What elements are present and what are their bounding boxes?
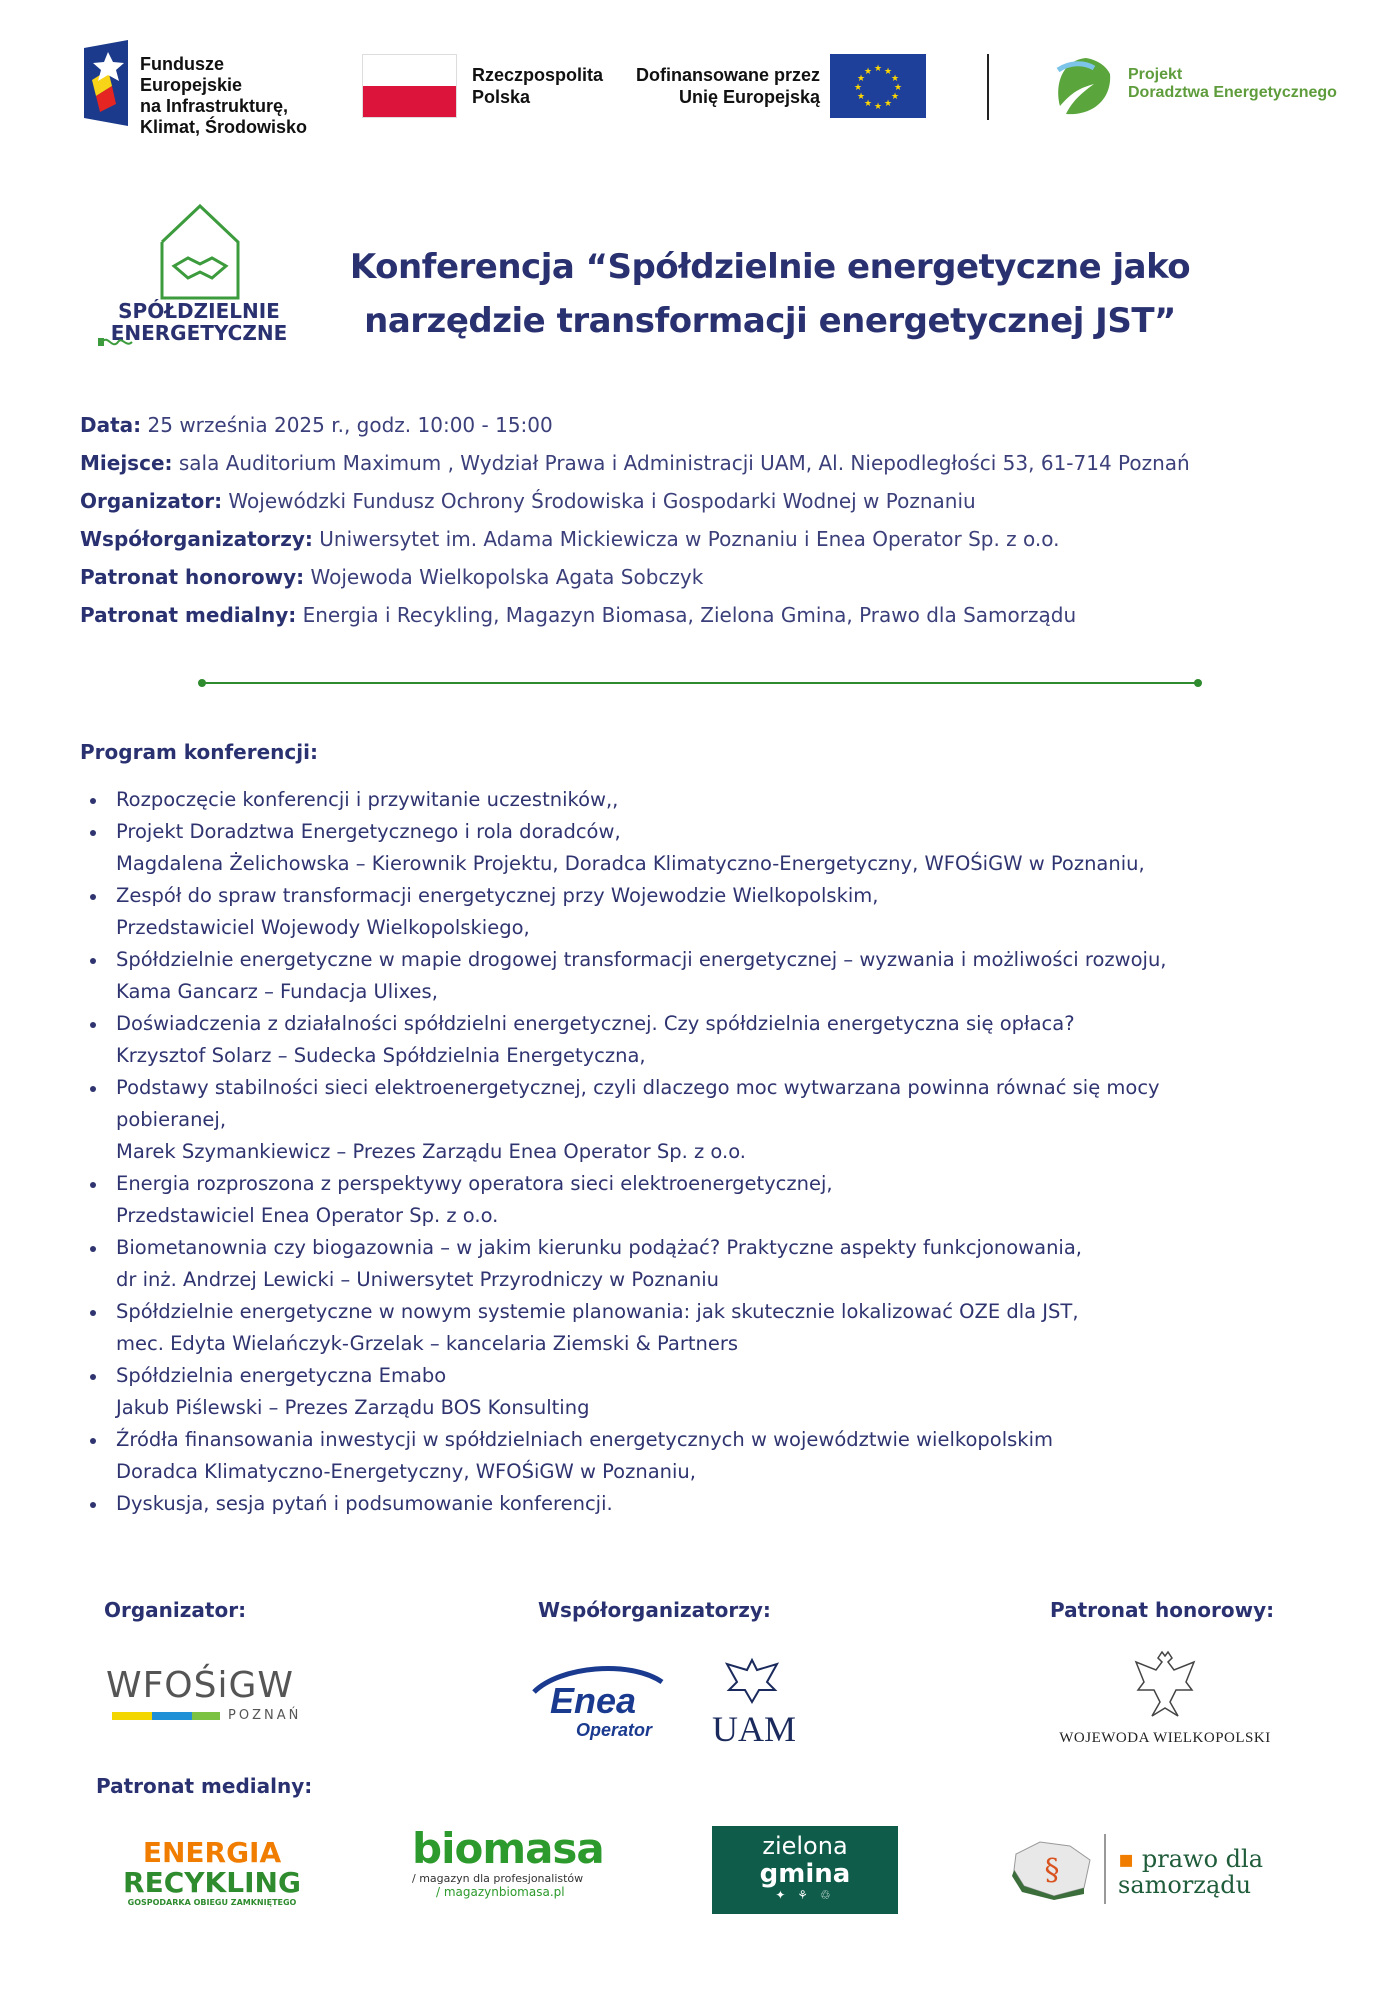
organizer-label: Organizator: [104,1598,247,1622]
divider-dot [198,679,206,687]
item-title: Podstawy stabilności sieci elektroenergetycznej, czyli dlaczego moc wytwarzana powinna równać się mocy [116,1076,1160,1099]
list-item [80,880,1340,944]
item-speaker: Kama Gancarz – Fundacja Ulixes, [116,980,438,1003]
svg-text:★: ★ [893,83,903,93]
item-title: Biometanownia czy biogazownia – w jakim kierunku podążać? Praktyczne aspekty funkcjonowania, [116,1236,1083,1259]
media-label: Patronat medialny: [96,1774,313,1798]
info-value: Uniwersytet im. Adama Mickiewicza w Poznaniu i Enea Operator Sp. z o.o. [312,527,1060,551]
info-place [80,444,1190,482]
divider-dot [1194,679,1202,687]
item-title: Spółdzielnie energetyczne w mapie drogowej transformacji energetycznej – wyzwania i możliwości rozwoju, [116,948,1167,971]
item-speaker: dr inż. Andrzej Lewicki – Uniwersytet Przyrodniczy w Poznaniu [116,1268,720,1291]
info-block [80,406,1190,634]
program-heading: Program konferencji: [80,740,318,764]
enea-text: Enea [550,1680,637,1721]
item-speaker: Marek Szymankiewicz – Prezes Zarządu Enea Operator Sp. z o.o. [116,1140,746,1163]
info-value: 25 września 2025 r., godz. 10:00 - 15:00 [141,413,553,437]
info-coorganizers [80,520,1190,558]
uam-text: UAM [712,1709,797,1749]
prawo-divider [1104,1834,1106,1904]
svg-text:★: ★ [873,102,883,112]
info-honorary [80,558,1190,596]
item-title: Dyskusja, sesja pytań i podsumowanie konferencji. [116,1492,613,1515]
wojewoda-text: WOJEWODA WIELKOPOLSKI [1059,1730,1271,1746]
item-title: Spółdzielnia energetyczna Emabo [116,1364,447,1387]
svg-text:★: ★ [863,99,873,109]
biomasa-logo [412,1826,612,1916]
funds-text-line: Fundusze Europejskie [140,54,243,95]
svg-text:§: § [1044,1853,1060,1888]
coop-text-line: ENERGETYCZNE [110,321,288,345]
item-title: Rozpoczęcie konferencji i przywitanie uczestników,, [116,788,619,811]
svg-text:★: ★ [853,83,863,93]
svg-text:★: ★ [890,74,900,84]
zielona-line1: zielona [762,1832,848,1860]
honorary-label: Patronat honorowy: [1050,1598,1275,1622]
title-line: narzędzie transformacji energetycznej JST” [364,301,1176,341]
list-item [80,1360,1340,1424]
list-item [80,784,1340,816]
item-title: Projekt Doradztwa Energetycznego i rola doradców, [116,820,621,843]
list-item [80,816,1340,880]
prawo-map-icon [1010,1836,1094,1900]
eu-text-line: Unię Europejską [678,87,820,107]
prawo-line1-text: prawo dla [1141,1845,1264,1873]
biomasa-sub2: / magazynbiomasa.pl [436,1885,565,1899]
prawo-line2: samorządu [1118,1871,1252,1899]
item-speaker: Magdalena Żelichowska – Kierownik Projektu, Doradca Klimatyczno-Energetyczny, WFOŚiGW w Poznaniu, [116,852,1145,875]
list-item [80,1008,1340,1072]
funds-emblem-icon [82,40,130,126]
eu-flag-icon [830,54,926,118]
item-speaker: Przedstawiciel Enea Operator Sp. z o.o. [116,1204,499,1227]
zielona-gmina-logo [712,1826,898,1914]
wfos-text: WFOŚiGW [106,1665,294,1706]
biomasa-text: biomasa [412,1824,604,1873]
info-value: Wojewódzki Fundusz Ochrony Środowiska i Gospodarki Wodnej w Poznaniu [222,489,976,513]
rp-text [472,64,603,108]
wojewoda-logo [1040,1650,1290,1750]
wfos-bar-blue [152,1712,192,1720]
info-date [80,406,1190,444]
white-eagle-icon [1130,1650,1200,1722]
wfos-bar-green [192,1712,220,1720]
rp-text-line: Rzeczpospolita [472,65,604,85]
wfos-logo [106,1666,306,1734]
list-item [80,1072,1340,1168]
info-label: Organizator: [80,489,223,513]
house-handshake-icon [158,202,242,302]
eu-text [630,64,820,108]
item-speaker: Doradca Klimatyczno-Energetyczny, WFOŚiGW w Poznaniu, [116,1460,696,1483]
rp-text-line: Polska [472,87,531,107]
program-list [80,784,1340,1520]
svg-text:★: ★ [856,74,866,84]
item-title: Doświadczenia z działalności spółdzielni energetycznej. Czy spółdzielnia energetyczna się opłaca? [116,1012,1075,1035]
poland-flag [362,54,457,118]
list-item [80,1168,1340,1232]
info-media [80,596,1190,634]
info-value: sala Auditorium Maximum , Wydział Prawa i Administracji UAM, Al. Niepodległości 53, 61-714 Poznań [172,451,1190,475]
info-label: Patronat medialny: [80,603,297,627]
funds-text-line: na Infrastrukturę, [140,96,289,116]
eu-text-line: Dofinansowane przez [635,65,820,85]
item-title: Spółdzielnie energetyczne w nowym systemie planowania: jak skutecznie lokalizować OZE dla JST, [116,1300,1079,1323]
energia-line1: ENERGIA [142,1836,282,1869]
zielona-icons: ✦ ⚘ ♲ [775,1888,835,1902]
item-title: Zespół do spraw transformacji energetycznej przy Wojewodzie Wielkopolskim, [116,884,879,907]
info-label: Patronat honorowy: [80,565,305,589]
svg-text:★: ★ [890,92,900,102]
pde-text-line: Doradztwa Energetycznego [1128,84,1337,101]
uam-logo [712,1656,797,1749]
info-value: Wojewoda Wielkopolska Agata Sobczyk [304,565,704,589]
svg-text:★: ★ [863,67,873,77]
coorganizers-label: Współorganizatorzy: [538,1598,771,1622]
item-title: Energia rozproszona z perspektywy operatora sieci elektroenergetycznej, [116,1172,833,1195]
list-item [80,1232,1340,1296]
svg-text:★: ★ [856,92,866,102]
pde-text-line: Projekt [1128,66,1183,83]
list-item [80,1296,1340,1360]
title-line: Konferencja “Spółdzielnie energetyczne jako [349,247,1191,287]
coop-text-line: SPÓŁDZIELNIE [118,299,280,323]
list-item [80,1424,1340,1488]
list-item [80,944,1340,1008]
info-label: Data: [80,413,142,437]
green-divider [202,682,1198,684]
item-speaker: Krzysztof Solarz – Sudecka Spółdzielnia Energetyczna, [116,1044,646,1067]
plug-cable-icon [96,330,136,354]
funds-logo [82,40,322,137]
info-label: Współorganizatorzy: [80,527,313,551]
zielona-line2: gmina [759,1859,851,1889]
biomasa-sub1: / magazyn dla profesjonalistów [412,1872,584,1885]
item-title-cont: pobieranej, [116,1108,227,1131]
wfos-city: POZNAŃ [228,1708,302,1723]
prawo-text [1118,1846,1263,1898]
pde-leaf-icon [1050,54,1122,120]
eagle-icon [717,1656,787,1706]
energia-recykling-logo [112,1838,312,1920]
energia-sub: GOSPODARKA OBIEGU ZAMKNIĘTEGO [127,1898,297,1907]
funds-text-line: Klimat, Środowisko [140,117,308,137]
enea-logo [530,1664,666,1744]
enea-sub: Operator [576,1720,653,1740]
info-label: Miejsce: [80,451,173,475]
info-value: Energia i Recykling, Magazyn Biomasa, Zielona Gmina, Prawo dla Samorządu [296,603,1077,627]
item-speaker: Przedstawiciel Wojewody Wielkopolskiego, [116,916,530,939]
energia-line2: RECYKLING [123,1866,301,1899]
svg-text:★: ★ [883,67,893,77]
pde-text [1128,66,1337,102]
header-divider [987,54,989,120]
list-item [80,1488,1340,1520]
item-speaker: Jakub Piślewski – Prezes Zarządu BOS Konsulting [116,1396,590,1419]
info-organizer [80,482,1190,520]
svg-text:★: ★ [873,64,883,74]
conference-title [300,240,1240,348]
prawo-line1: ▪ prawo dla [1118,1845,1264,1873]
item-title: Źródła finansowania inwestycji w spółdzielniach energetycznych w województwie wielkopolskim [116,1428,1053,1451]
item-speaker: mec. Edyta Wielańczyk-Grzelak – kancelaria Ziemski & Partners [116,1332,739,1355]
svg-text:★: ★ [883,99,893,109]
wfos-bar-yellow [112,1712,152,1720]
